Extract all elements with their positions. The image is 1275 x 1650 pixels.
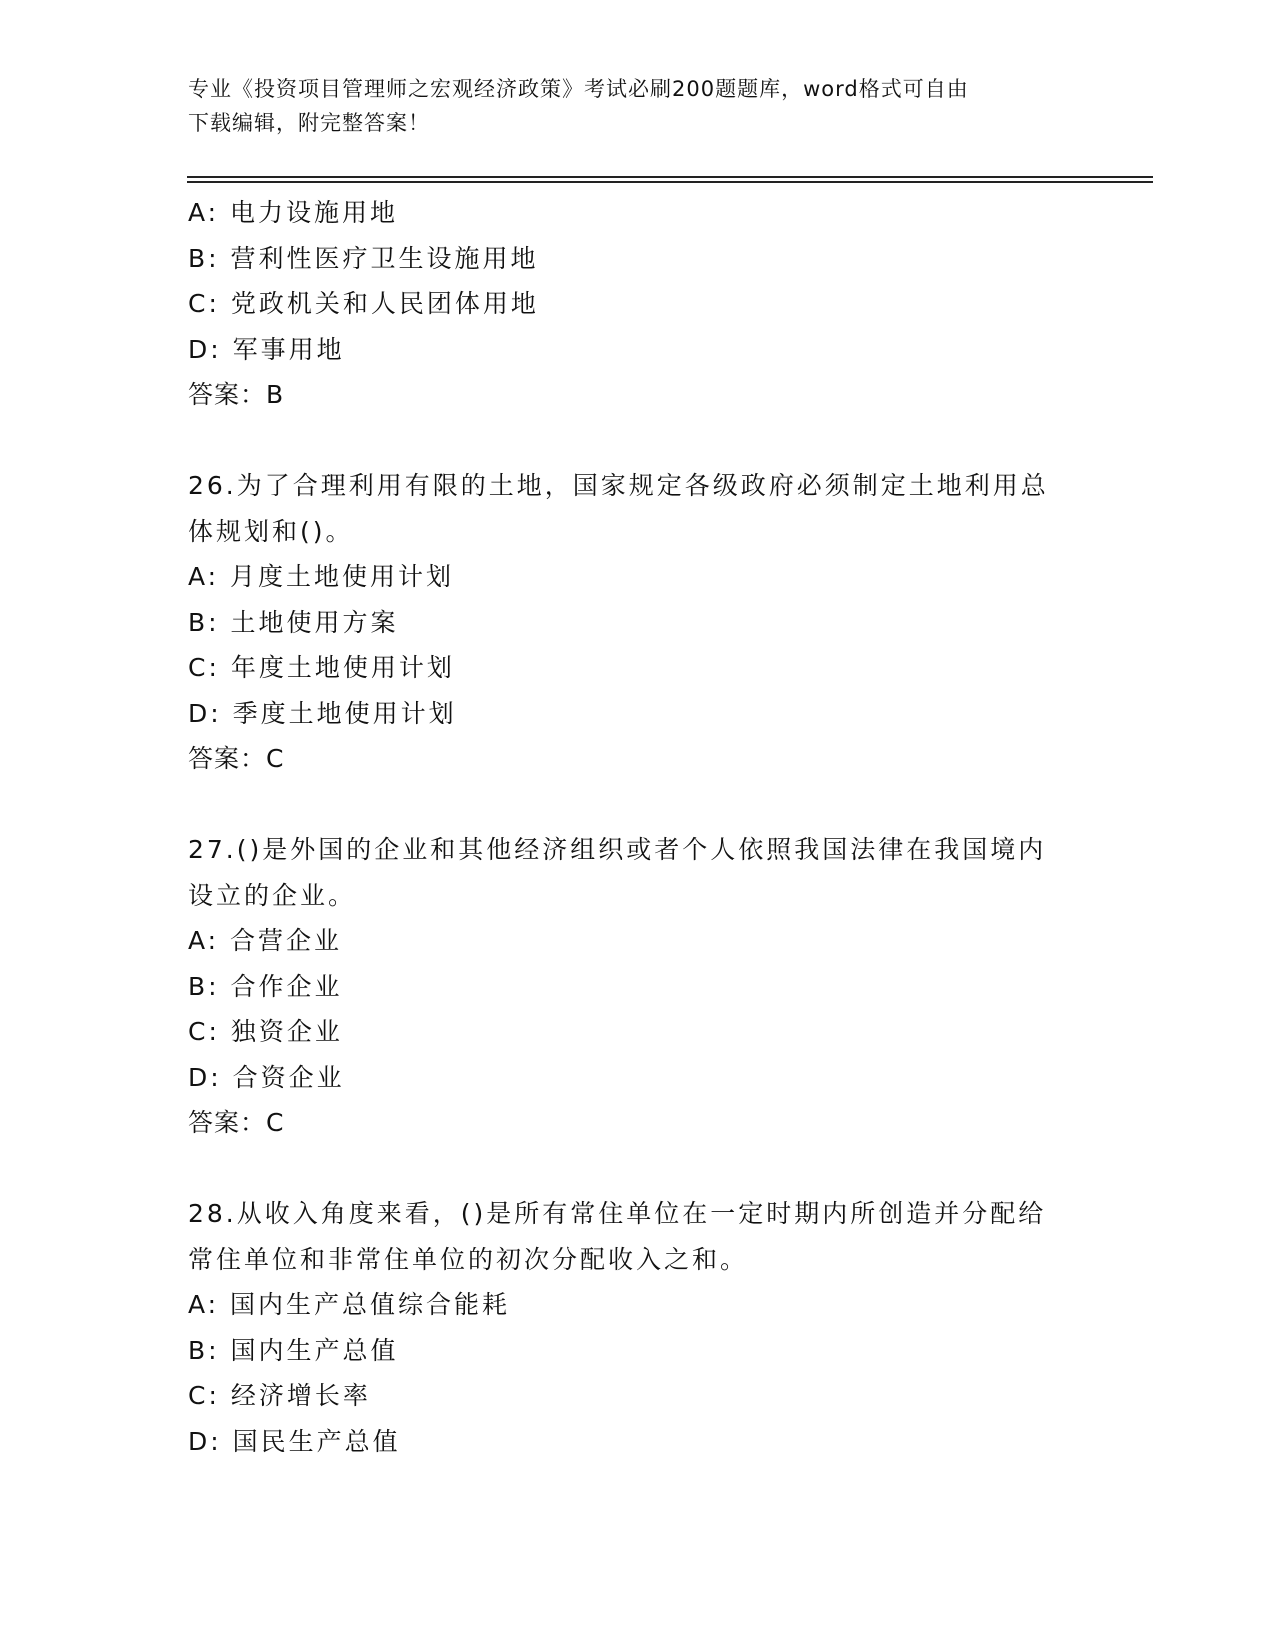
question-list: [188, 190, 1088, 1464]
option-d: D: 国民生产总值: [188, 1426, 401, 1456]
question-spacer: [188, 782, 1088, 828]
question-stem-continued: 设立的企业。: [188, 880, 357, 910]
question-stem-continued: 体规划和()。: [188, 516, 354, 546]
option-c: C: 年度土地使用计划: [188, 653, 455, 682]
answer: 答案：B: [188, 380, 285, 409]
question-stem: 27.()是外国的企业和其他经济组织或者个人依照我国法律在我国境内: [188, 835, 1047, 864]
option-b: B: 土地使用方案: [188, 607, 399, 637]
question-stem: 28.从收入角度来看，()是所有常住单位在一定时期内所创造并分配给: [188, 1199, 1047, 1228]
document-header: [188, 72, 1088, 140]
question-spacer: [188, 1146, 1088, 1192]
option-b: B: 合作企业: [188, 971, 343, 1001]
option-d: D: 季度土地使用计划: [188, 698, 457, 728]
header-divider-top: [187, 176, 1153, 178]
option-c: C: 独资企业: [188, 1017, 343, 1046]
option-c: C: 党政机关和人民团体用地: [188, 289, 539, 318]
option-b: B: 营利性医疗卫生设施用地: [188, 243, 539, 273]
option-b: B: 国内生产总值: [188, 1335, 399, 1365]
answer: 答案：C: [188, 1108, 285, 1137]
option-a: A: 合营企业: [188, 926, 343, 955]
answer: 答案：C: [188, 744, 285, 773]
option-d: D: 军事用地: [188, 334, 345, 364]
question-26: [188, 463, 1088, 782]
question-28: [188, 1191, 1088, 1464]
question-stem: 26.为了合理利用有限的土地，国家规定各级政府必须制定土地利用总: [188, 471, 1049, 500]
question-spacer: [188, 418, 1088, 464]
header-line-1: 专业《投资项目管理师之宏观经济政策》考试必刷200题题库，word格式可自由: [188, 77, 969, 101]
option-a: A: 国内生产总值综合能耗: [188, 1290, 511, 1319]
question-stem-continued: 常住单位和非常住单位的初次分配收入之和。: [188, 1244, 749, 1274]
question-27: [188, 827, 1088, 1146]
option-a: A: 月度土地使用计划: [188, 562, 455, 591]
option-a: A: 电力设施用地: [188, 198, 399, 227]
header-divider-bottom: [187, 181, 1153, 183]
header-line-2: 下载编辑，附完整答案！: [188, 111, 430, 135]
option-d: D: 合资企业: [188, 1062, 345, 1092]
option-c: C: 经济增长率: [188, 1381, 371, 1410]
question-25: [188, 190, 1088, 418]
